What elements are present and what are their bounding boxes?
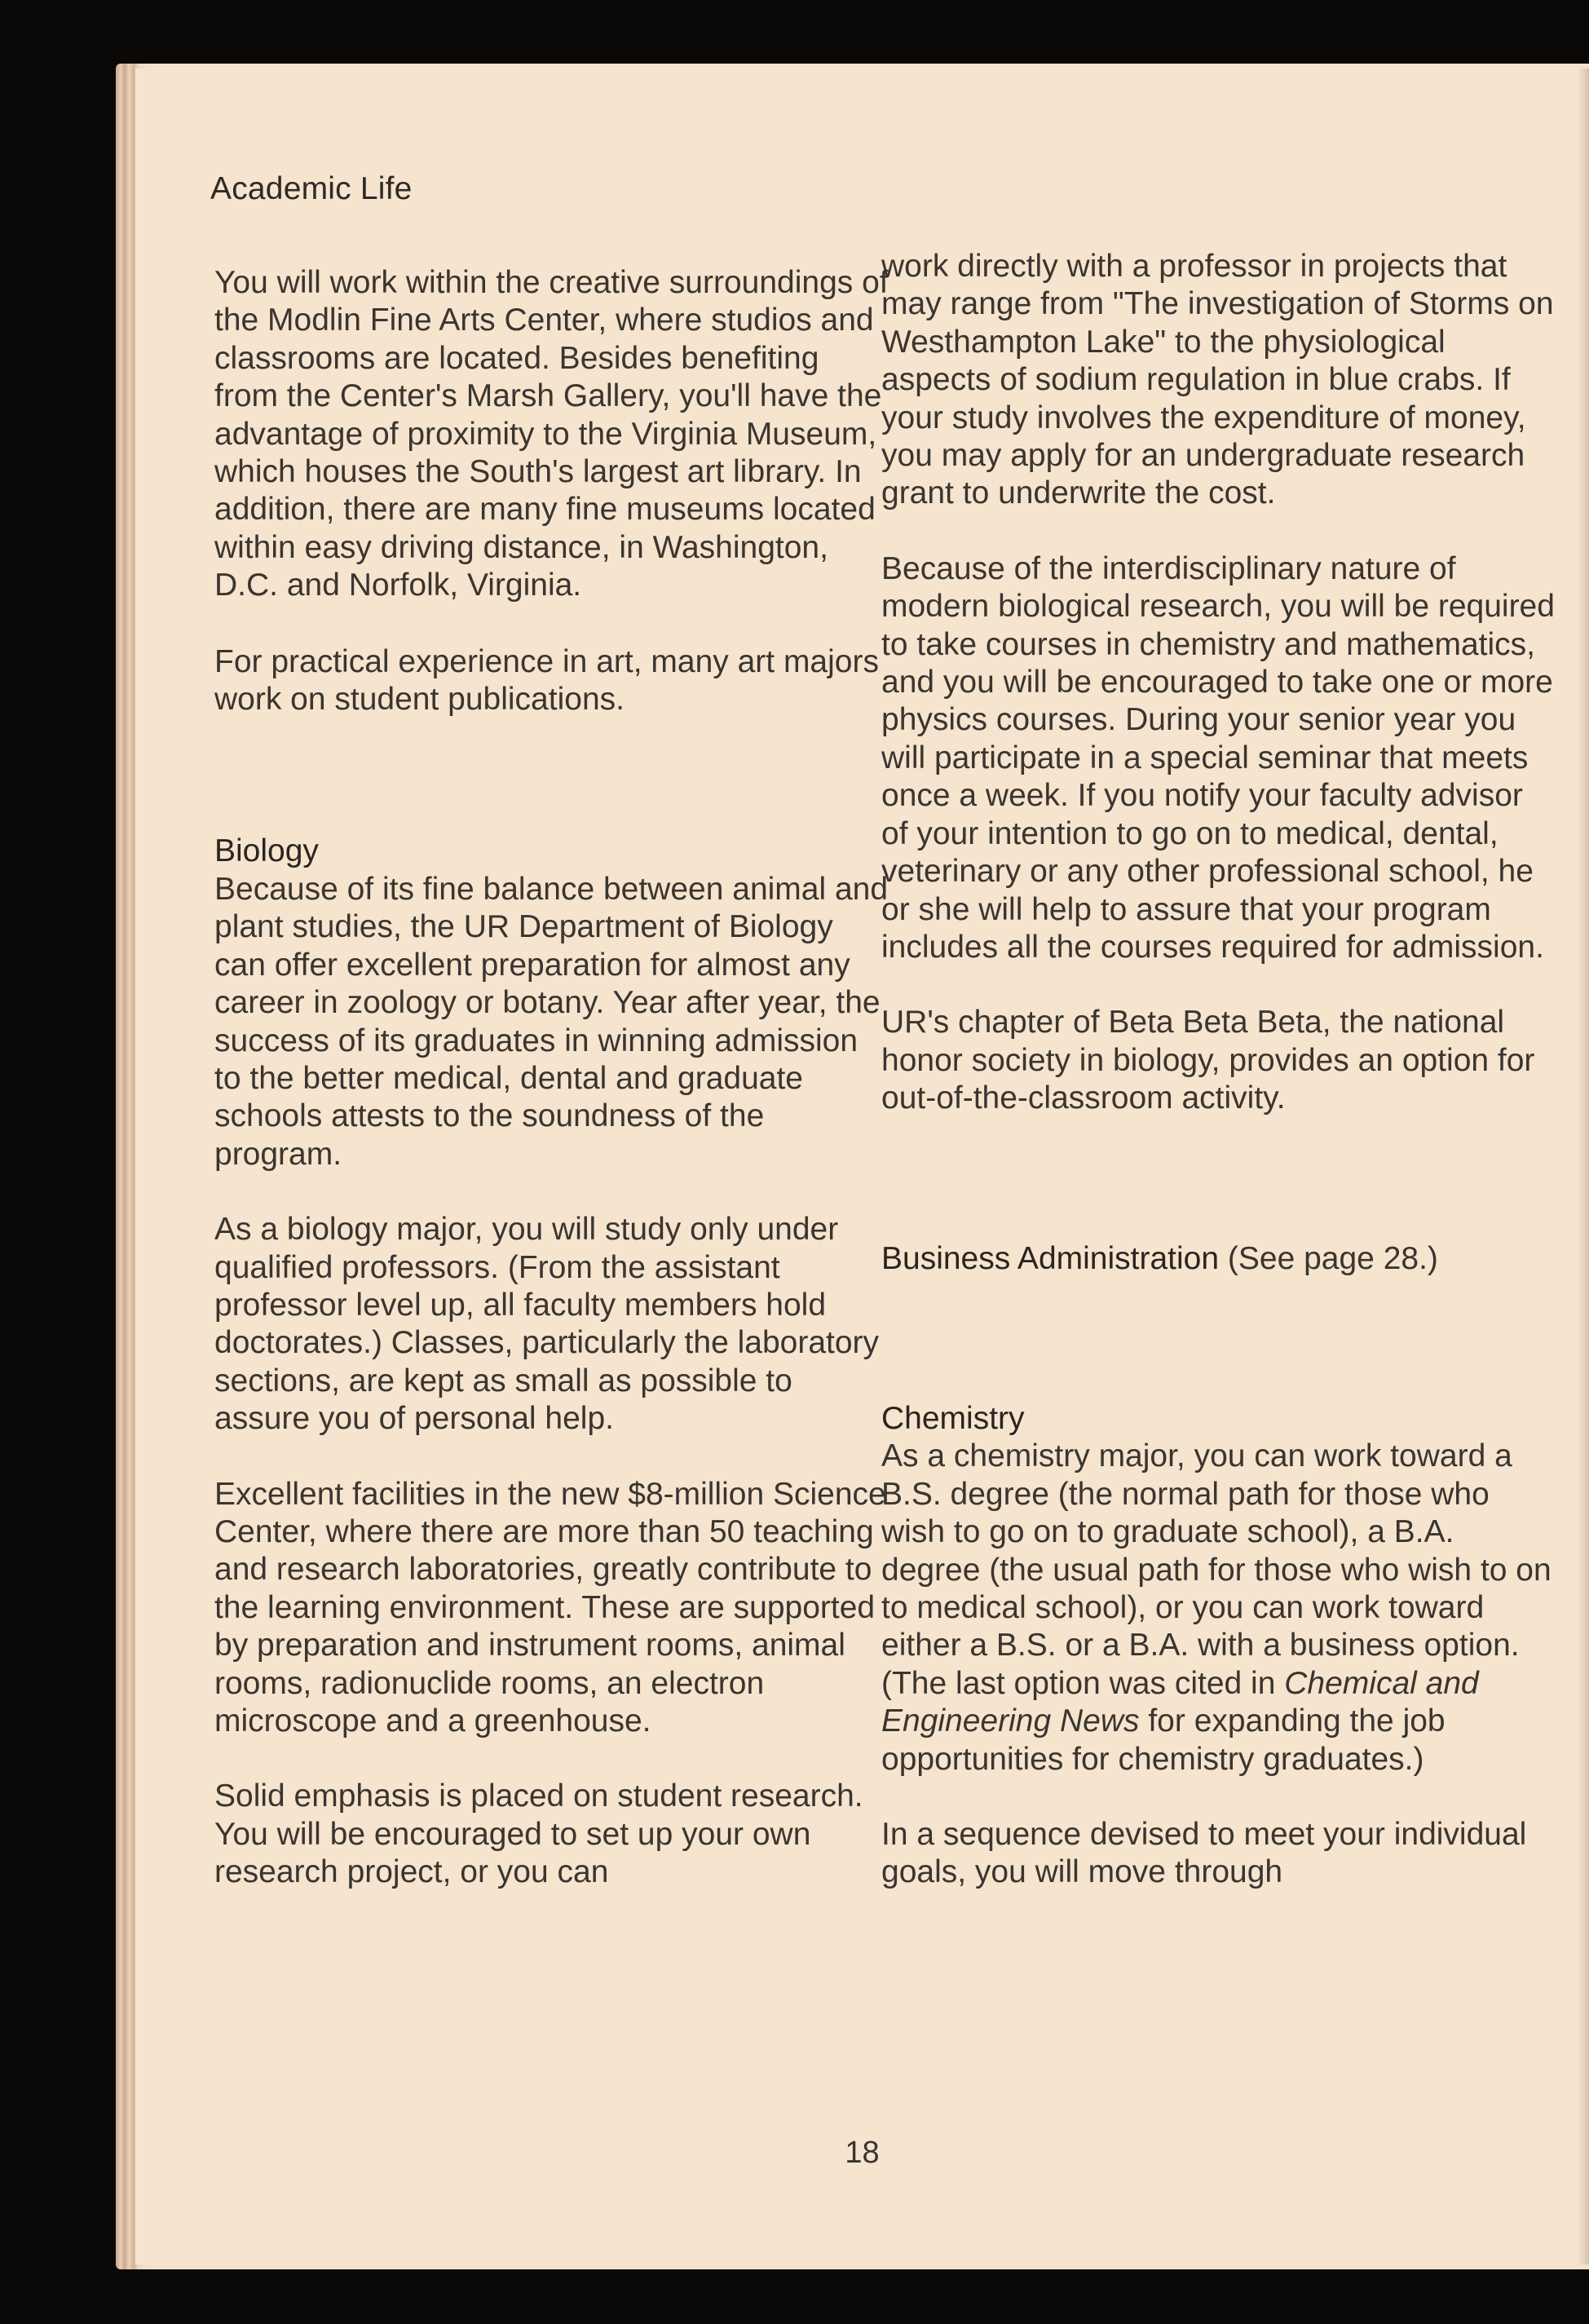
page-gutter-shadow [1578, 68, 1589, 2264]
document-page [135, 68, 1589, 2264]
chemistry-paragraph-2: In a sequence devised to meet your individual goals, you will move through [881, 1817, 1527, 1890]
biology-paragraph-7: UR's chapter of Beta Beta Beta, the national honor society in biology, provides an option for out-of-the-classroom activity. [881, 1005, 1535, 1116]
chemistry-paragraph-1 [881, 1438, 1558, 1778]
biology-paragraph-1: Because of its fine balance between animal and plant studies, the UR Department of Biology can offer excellent preparation for almost any career in zoology or botany. Year after year, the success of its graduates in winning admission to the better medical, dental and graduate schools attests to the soundness of the program. [214, 871, 889, 1172]
biology-paragraph-4: Solid emphasis is placed on student research. You will be encouraged to set up your own research project, or you can [214, 1778, 863, 1890]
page-number: 18 [845, 2136, 880, 2170]
biology-paragraph-6: Because of the interdisciplinary nature of modern biological research, you will be required to take courses in chemistry and mathematics, and you will be encouraged to take one or more physics courses. During your senior year you will participate in a special seminar that meets once a week. If you notify your faculty advisor of your intention to go on to medical, dental, veterinary or any other professional school, he or she will help to assure that your program includes all the courses required for admission. [881, 550, 1555, 965]
biology-heading: Biology [214, 833, 319, 869]
biology-paragraph-5: work directly with a professor in projects that may range from "The investigation of Storms on Westhampton Lake" to the physiological aspects of sodium regulation in blue crabs. If your study involves the expenditure of money, you may apply for an undergraduate research grant to underwrite the cost. [881, 249, 1554, 511]
art-paragraph-2: For practical experience in art, many art majors work on student publications. [214, 643, 879, 718]
right-column [881, 249, 1558, 1892]
biology-paragraph-2: As a biology major, you will study only under qualified professors. (From the assistant professor level up, all faculty members hold doctorates.) Classes, particularly the laboratory sections, are kept as small as possible to assure you of personal help. [214, 1212, 880, 1437]
running-head: Academic Life [210, 171, 413, 206]
chemistry-paragraph-1-text-b: for expanding the job opportunities for chemistry graduates.) [881, 1703, 1446, 1777]
chemistry-paragraph-1-text-a: As a chemistry major, you can work toward a B.S. degree (the normal path for those who wish to go on to graduate school), a B.A. degree (the usual path for those who wish to on to medical school), or you can work toward either a B.S. or a B.A. with a business option. (The last option was cited in [881, 1438, 1551, 1701]
business-page-reference: (See page 28.) [1227, 1240, 1438, 1276]
art-paragraph-1: You will work within the creative surroundings of the Modlin Fine Arts Center, where studios and classrooms are located. Besides benefiting from the Center's Marsh Gallery, you'll have the advantage of proximity to the Virginia Museum, which houses the South's largest art library. In addition, there are many fine museums located within easy driving distance, in Washington, D.C. and Norfolk, Virginia. [214, 265, 889, 603]
business-entry [881, 1240, 1558, 1278]
journal-title: Chemical and Engineering News [881, 1665, 1479, 1739]
chemistry-heading: Chemistry [881, 1400, 1025, 1436]
left-column [214, 264, 891, 1892]
business-heading: Business Administration [881, 1240, 1220, 1276]
biology-paragraph-3: Excellent facilities in the new $8-million Science Center, where there are more than 50 teaching and research laboratories, greatly contribute to the learning environment. These are supported by preparation and instrument rooms, animal rooms, radionuclide rooms, an electron microscope and a greenhouse. [214, 1476, 886, 1739]
